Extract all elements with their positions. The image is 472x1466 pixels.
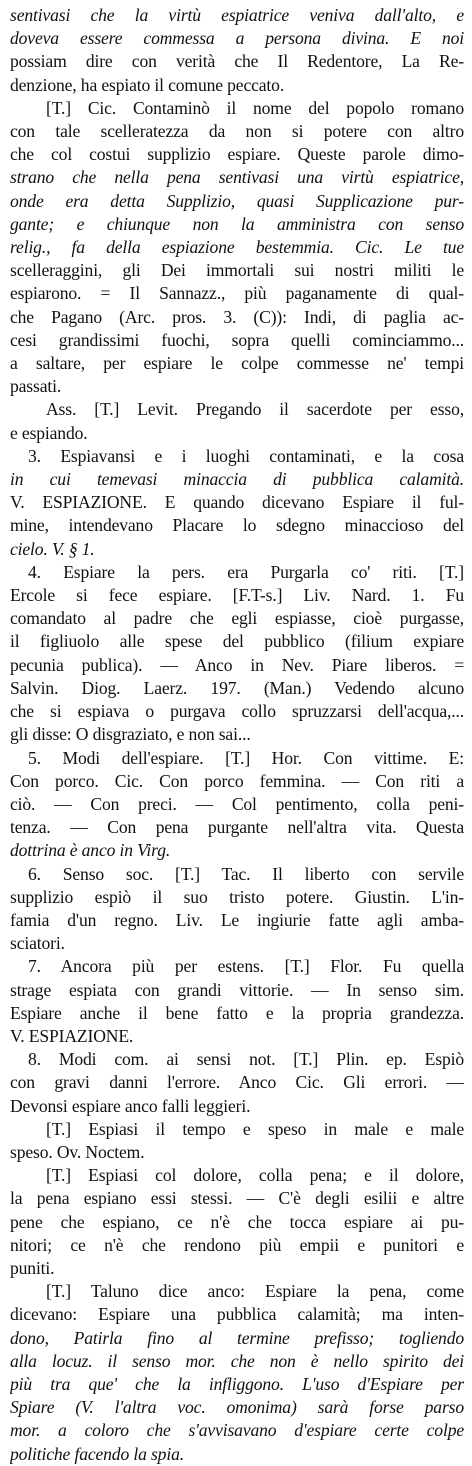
- text-line: pene che espiano, ce n'è che tocca espiare ai pu-: [10, 1211, 464, 1232]
- text-line: denzione, ha espiato il comune peccato.: [10, 74, 285, 95]
- text-line: gante; e chiunque non la amministra con senso: [10, 213, 464, 234]
- text-line: Ercole si fece espiare. [F.T-s.] Liv. Nard. 1. Fu: [10, 585, 464, 606]
- text-line: tenza. — Con pena purgante nell'altra vita. Questa: [10, 817, 464, 838]
- text-line: [T.] Espiasi il tempo e speso in male e male: [46, 1118, 464, 1139]
- text-line: strage espiata con grandi vittorie. — In senso sim.: [10, 979, 464, 1000]
- text-line: mine, intendevano Placare lo sdegno minaccioso del: [10, 515, 464, 536]
- dictionary-entry-text: [10, 4, 464, 1466]
- text-line: politiche facendo la spia.: [10, 1443, 184, 1464]
- text-line: V. ESPIAZIONE. E quando dicevano Espiare il ful-: [10, 492, 464, 513]
- text-line: Ass. [T.] Levit. Pregando il sacerdote per esso,: [46, 399, 464, 420]
- text-line: 6. Senso soc. [T.] Tac. Il liberto con servile: [28, 863, 464, 884]
- text-line: famia d'un regno. Liv. Le ingiurie fatte agli amba-: [10, 909, 464, 930]
- text-line: Salvin. Diog. Laerz. 197. (Man.) Vedendo alcuno: [10, 677, 464, 698]
- text-line: Con porco. Cic. Con porco femmina. — Con riti a: [10, 770, 464, 791]
- text-line: 3. Espiavansi e i luoghi contaminati, e la cosa: [28, 445, 464, 466]
- text-line: e espiando.: [10, 422, 88, 443]
- text-line: dono, Patirla fino al termine prefisso; togliendo: [10, 1327, 464, 1348]
- text-line: passati.: [10, 376, 62, 397]
- text-line: il figliuolo alle spese del pubblico (filium expiare: [10, 631, 464, 652]
- text-line: Devonsi espiare anco falli leggieri.: [10, 1095, 251, 1116]
- text-line: pecunia publica). — Anco in Nev. Piare liberos. =: [10, 654, 464, 675]
- text-line: mor. a coloro che s'avvisavano d'espiare certe colpe: [10, 1420, 464, 1441]
- text-line: dicevano: Espiare una pubblica calamità; ma inten-: [10, 1304, 464, 1325]
- text-line: relig., fa della espiazione bestemmia. Cic. Le tue: [10, 237, 464, 258]
- text-line: 5. Modi dell'espiare. [T.] Hor. Con vittime. E:: [28, 747, 464, 768]
- text-line: cielo. V. § 1.: [10, 538, 95, 559]
- text-line: supplizio espiò il suo tristo potere. Giustin. L'in-: [10, 886, 464, 907]
- text-line: sentivasi che la virtù espiatrice veniva dall'alto, e: [10, 5, 464, 25]
- text-line: [T.] Espiasi col dolore, colla pena; e il dolore,: [46, 1165, 464, 1186]
- text-line: comandato al padre che egli espiasse, cioè purgasse,: [10, 608, 464, 629]
- text-line: 4. Espiare la pers. era Purgarla co' riti. [T.]: [28, 561, 464, 582]
- text-line: che Pagano (Arc. pros. 3. (C)): Indi, di paglia ac-: [10, 306, 464, 327]
- text-line: [T.] Taluno dice anco: Espiare la pena, come: [46, 1281, 464, 1302]
- text-line: puniti.: [10, 1257, 55, 1278]
- text-line: che col costui supplizio espiare. Queste parole dimo-: [10, 144, 464, 165]
- text-line: doveva essere commessa a persona divina. E noi: [10, 28, 464, 49]
- text-line: Spiare (V. l'altra voc. omonima) sarà forse parso: [10, 1397, 464, 1418]
- text-line: sciatori.: [10, 933, 65, 954]
- text-line: in cui temevasi minaccia di pubblica calamità.: [10, 469, 464, 490]
- text-line: onde era detta Supplizio, quasi Supplicazione pur-: [10, 190, 464, 211]
- text-line: 8. Modi com. ai sensi not. [T.] Plin. ep. Espiò: [28, 1049, 464, 1070]
- text-line: che si espiava o purgava collo spruzzarsi dell'acqua,...: [10, 701, 464, 722]
- text-line: gli disse: O disgraziato, e non sai...: [10, 724, 251, 745]
- text-line: scelleraggini, gli Dei immortali sui nostri militi le: [10, 260, 464, 281]
- text-line: con gravi danni l'errore. Anco Cic. Gli errori. —: [10, 1072, 464, 1093]
- text-line: [T.] Cic. Contaminò il nome del popolo romano: [46, 97, 464, 118]
- text-line: alla locuz. il senso mor. che non è nello spirito dei: [10, 1350, 464, 1371]
- text-line: espiarono. = Il Sannazz., più paganamente di qual-: [10, 283, 464, 304]
- text-line: possiam dire con verità che Il Redentore, La Re-: [10, 51, 464, 72]
- text-line: speso. Ov. Noctem.: [10, 1141, 145, 1162]
- text-line: Espiare anche il bene fatto e la propria grandezza.: [10, 1002, 464, 1023]
- text-line: a saltare, per espiare le colpe commesse ne' tempi: [10, 353, 464, 374]
- text-line: cesi grandissimi fuochi, sopra quelli cominciammo...: [10, 329, 464, 350]
- text-line: dottrina è anco in Virg.: [10, 840, 171, 861]
- text-line: con tale scelleratezza da non si potere con altro: [10, 121, 464, 142]
- text-line: nitori; ce n'è che rendono più empii e punitori e: [10, 1234, 464, 1255]
- text-line: V. ESPIAZIONE.: [10, 1025, 134, 1046]
- text-line: la pena espiano essi stessi. — C'è degli esilii e altre: [10, 1188, 464, 1209]
- text-line: strano che nella pena sentivasi una virtù espiatrice,: [10, 167, 464, 188]
- text-line: 7. Ancora più per estens. [T.] Flor. Fu quella: [28, 956, 464, 977]
- text-line: ciò. — Con preci. — Col pentimento, colla peni-: [10, 793, 464, 814]
- text-line: più tra que' che la infliggono. L'uso d'Espiare per: [10, 1373, 464, 1394]
